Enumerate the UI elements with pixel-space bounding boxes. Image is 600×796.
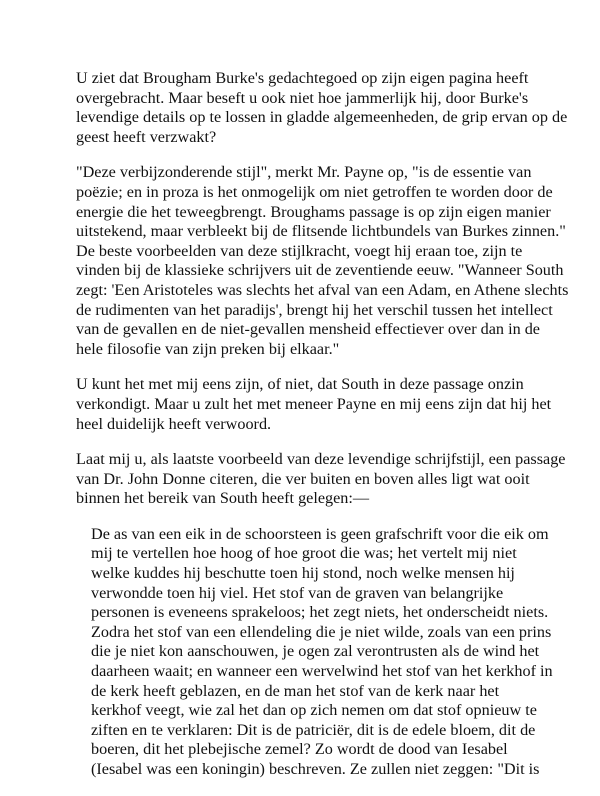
quote-line: personen is eveneens sprakeloos; het zegt niets, het onderscheidt niets. [91, 603, 549, 622]
text-line: uitstekend, maar verbleekt bij de flitsende lichtbundels van Burkes zinnen." [76, 222, 566, 241]
quote-line: (Iesabel was een koningin) beschreven. Ze zullen niet zeggen: "Dit is [91, 760, 540, 778]
text-line: Laat mij u, als laatste voorbeeld van deze levendige schrijfstijl, een passage [76, 450, 566, 469]
text-line: De beste voorbeelden van deze stijlkracht, voegt hij eraan toe, zijn te [76, 241, 523, 260]
text-line: van Dr. John Donne citeren, die ver buiten en boven alles ligt wat ooit [76, 469, 530, 488]
quote-line: de kerk heeft geblazen, en de man het stof van de kerk naar het [91, 681, 500, 700]
quote-line: daarheen waait; en wanneer een wervelwind het stof van het kerkhof in [91, 662, 553, 681]
text-line: U ziet dat Brougham Burke's gedachtegoed op zijn eigen pagina heeft [76, 69, 529, 87]
text-line: poëzie; en in proza is het onmogelijk om niet getroffen te worden door de [76, 182, 553, 201]
text-line: "Deze verbijzonderende stijl", merkt Mr. Payne op, "is de essentie van [76, 163, 532, 182]
quote-line: verwondde toen hij viel. Het stof van de graven van belangrijke [91, 583, 504, 602]
paragraph-3 [76, 375, 552, 434]
text-line: overgebracht. Maar beseft u ook niet hoe jammerlijk hij, door Burke's [76, 88, 529, 107]
text-line: hele filosofie van zijn preken bij elkaar." [76, 339, 340, 358]
quote-line: Zodra het stof van een ellendeling die je niet wilde, zoals van een prins [91, 622, 552, 641]
paragraph-4 [76, 450, 566, 509]
text-line: zegt: 'Een Aristoteles was slechts het afval van een Adam, en Athene slechts [76, 280, 569, 299]
quote-line: welke kuddes hij beschutte toen hij stond, noch welke mensen hij [91, 564, 515, 583]
paragraph-2 [76, 163, 569, 359]
text-line: geest heeft verzwakt? [76, 127, 217, 146]
paragraph-1 [76, 69, 568, 147]
quote-line: ziften en te verklaren: Dit is de patriciër, dit is de edele bloem, dit de [91, 720, 536, 739]
quote-line: boeren, dit het plebejische zemel? Zo wordt de dood van Iesabel [91, 740, 508, 759]
text-line: levendige details op te lossen in gladde algemeenheden, de grip ervan op de [76, 108, 568, 127]
quote-line: mij te vertellen hoe hoog of hoe groot die was; het vertelt mij niet [91, 544, 517, 563]
text-line: energie die het teweegbrengt. Broughams passage is op zijn eigen manier [76, 202, 551, 221]
text-line: verkondigt. Maar u zult het met meneer Payne en mij eens zijn dat hij het [76, 394, 552, 413]
document-text [76, 69, 569, 796]
text-line: U kunt het met mij eens zijn, of niet, dat South in deze passage onzin [76, 375, 524, 394]
text-line: heel duidelijk heeft verwoord. [76, 414, 272, 433]
text-line: de rudimenten van het paradijs', brengt hij het verschil tussen het intellect [76, 300, 553, 319]
text-line: van de gevallen en de niet-gevallen mensheid effectiever over dan in de [76, 320, 540, 339]
text-line: vinden bij de klassieke schrijvers uit de zeventiende eeuw. "Wanneer South [76, 261, 564, 280]
quote-line: die je niet kon aanschouwen, je ogen zal verontrusten als de wind het [91, 642, 540, 661]
quote-line: De as van een eik in de schoorsteen is geen grafschrift voor die eik om [91, 524, 549, 543]
text-line: binnen het bereik van South heeft gelegen:— [76, 489, 370, 508]
block-quote [91, 524, 553, 780]
quote-line: kerkhof veegt, wie zal het dan op zich nemen om dat stof opnieuw te [91, 701, 537, 720]
